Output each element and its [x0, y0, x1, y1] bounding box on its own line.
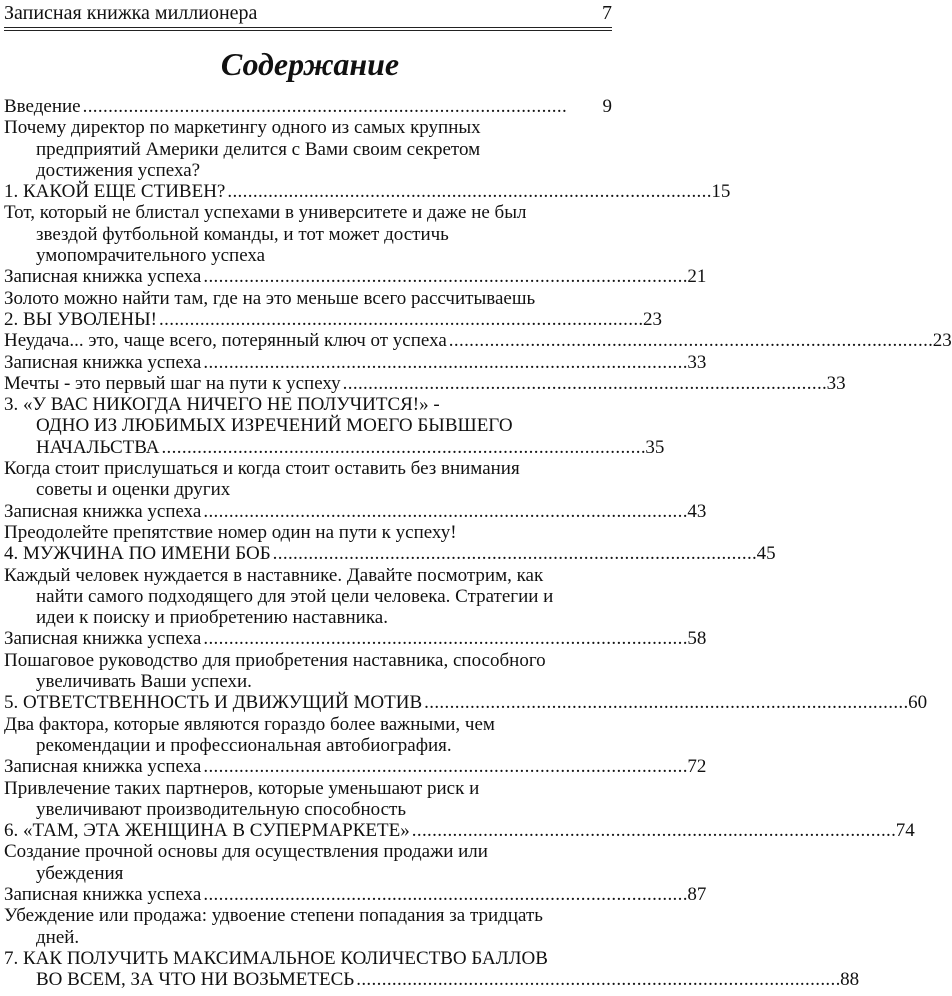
toc-entry-text: Введение: [4, 96, 81, 117]
toc-entry-line: [4, 436, 665, 458]
toc-entry-line: [4, 543, 776, 565]
toc-entry-line: [4, 245, 612, 266]
toc-entry-line: [4, 458, 612, 479]
toc-entry: [4, 628, 707, 650]
dot-leader: [227, 181, 709, 202]
toc-entry-line: [4, 586, 612, 607]
dot-leader: [83, 96, 601, 117]
dot-leader: [356, 969, 838, 990]
header-rule: [4, 27, 612, 31]
toc-entry-line: [4, 117, 612, 138]
toc-entry-line: [4, 330, 952, 352]
toc-entry-line: [4, 692, 928, 714]
toc-page-number: 23: [932, 330, 952, 352]
toc-entry-text: Записная книжка успеха: [4, 500, 202, 522]
toc-entry-line: [4, 927, 612, 948]
toc-entry-text: Преодолейте препятствие номер один на пути к успеху!: [4, 521, 457, 543]
dot-leader: [203, 884, 685, 905]
toc-entry-text: Создание прочной основы для осуществления продажи или: [4, 841, 488, 863]
toc-entry-line: [4, 905, 612, 926]
toc-entry-line: [4, 308, 662, 330]
toc-entry-text: Когда стоит прислушаться и когда стоит оставить без внимания: [4, 458, 520, 480]
toc-entry: [4, 266, 707, 288]
toc-page-number: 45: [756, 543, 776, 565]
toc-entry-line: [4, 969, 860, 991]
toc-page-number: 87: [687, 883, 707, 905]
toc-entry-text: дней.: [36, 926, 80, 948]
toc-entry: [4, 905, 612, 948]
toc-entry-line: [4, 96, 612, 117]
toc-entry: [4, 841, 612, 884]
toc-entry: [4, 820, 915, 842]
toc-entry: [4, 883, 707, 905]
toc-page-number: 33: [826, 372, 846, 394]
toc-entry-text: 1. КАКОЙ ЕЩЕ СТИВЕН?: [4, 181, 226, 203]
toc-entry: [4, 117, 612, 181]
toc-entry-text: увеличивают производительную способность: [36, 798, 406, 820]
toc-entry-line: [4, 202, 612, 223]
toc-entry-line: [4, 224, 612, 245]
toc-entry-line: [4, 778, 612, 799]
toc-entry: [4, 394, 665, 458]
toc-page-number: 60: [908, 692, 928, 714]
toc-entry-line: [4, 841, 612, 862]
toc-page-number: 33: [687, 351, 707, 373]
toc-entry-text: 5. ОТВЕТСТВЕННОСТЬ И ДВИЖУЩИЙ МОТИВ: [4, 692, 423, 714]
toc-entry-text: ВО ВСЕМ, ЗА ЧТО НИ ВОЗЬМЕТЕСЬ: [36, 969, 355, 991]
toc-entry-text: 6. «ТАМ, ЭТА ЖЕНЩИНА В СУПЕРМАРКЕТЕ»: [4, 820, 410, 842]
toc-entry: [4, 650, 612, 693]
toc-page-number: 15: [711, 181, 731, 203]
toc-entry: [4, 778, 612, 821]
toc-entry-line: [4, 415, 612, 436]
page-number: 7: [602, 2, 612, 24]
toc-entry-line: [4, 671, 612, 692]
toc-entry: [4, 692, 928, 714]
toc-entry-text: Два фактора, которые являются гораздо более важными, чем: [4, 713, 495, 735]
dot-leader: [203, 628, 685, 649]
toc-entry-text: рекомендации и профессиональная автобиография.: [36, 734, 452, 756]
dot-leader: [343, 373, 825, 394]
toc-entry: [4, 96, 612, 117]
dot-leader: [159, 309, 641, 330]
toc-page-number: 35: [645, 436, 665, 458]
dot-leader: [424, 692, 906, 713]
toc-entry-line: [4, 394, 612, 415]
toc-entry-text: Пошаговое руководство для приобретения наставника, способного: [4, 649, 546, 671]
toc-entry-text: Привлечение таких партнеров, которые уменьшают риск и: [4, 777, 480, 799]
dot-leader: [203, 756, 685, 777]
toc-entry: [4, 181, 731, 203]
toc-entry-text: Почему директор по маркетингу одного из самых крупных: [4, 117, 481, 139]
toc-entry: [4, 522, 612, 543]
toc-entry-line: [4, 565, 612, 586]
toc-entry-text: Записная книжка успеха: [4, 628, 202, 650]
toc-entry-line: [4, 139, 612, 160]
toc-entry: [4, 308, 662, 330]
toc-entry-line: [4, 479, 612, 500]
toc-page-number: 43: [687, 500, 707, 522]
toc-entry: [4, 202, 612, 266]
toc-entry-text: найти самого подходящего для этой цели человека. Стратегии и: [36, 585, 554, 607]
toc-entry-line: [4, 288, 612, 309]
toc-page-number: 9: [602, 96, 612, 117]
toc-entry-line: [4, 799, 612, 820]
toc-entry-text: Убеждение или продажа: удвоение степени попадания за тридцать: [4, 905, 543, 927]
toc-entry-text: Записная книжка успеха: [4, 883, 202, 905]
toc-entry-text: Записная книжка успеха: [4, 266, 202, 288]
toc-entry-line: [4, 522, 612, 543]
toc-entry-text: умопомрачительного успеха: [36, 245, 266, 267]
book-title: Записная книжка миллионера: [4, 2, 258, 24]
toc-entry: [4, 500, 707, 522]
table-of-contents: [4, 96, 952, 991]
dot-leader: [449, 330, 931, 351]
toc-entry: [4, 458, 612, 501]
toc-entry: [4, 714, 612, 757]
toc-page-number: 72: [687, 756, 707, 778]
toc-entry: [4, 351, 707, 373]
toc-entry-line: [4, 181, 731, 203]
toc-entry-line: [4, 160, 612, 181]
toc-entry-line: [4, 607, 612, 628]
toc-entry-line: [4, 863, 612, 884]
toc-entry-text: советы и оценки других: [36, 479, 231, 501]
toc-entry-line: [4, 372, 846, 394]
toc-entry-text: Записная книжка успеха: [4, 756, 202, 778]
toc-entry-text: достижения успеха?: [36, 159, 201, 181]
toc-page-number: 88: [840, 969, 860, 991]
toc-entry-line: [4, 883, 707, 905]
dot-leader: [161, 437, 643, 458]
dot-leader: [203, 266, 685, 287]
toc-entry-text: увеличивать Ваши успехи.: [36, 671, 252, 693]
toc-entry-line: [4, 735, 612, 756]
toc-entry: [4, 543, 776, 565]
toc-entry-text: НАЧАЛЬСТВА: [36, 436, 160, 458]
toc-entry-line: [4, 820, 915, 842]
toc-page-number: 23: [642, 308, 662, 330]
toc-entry-text: Тот, который не блистал успехами в университете и даже не был: [4, 202, 527, 224]
toc-entry-text: предприятий Америки делится с Вами своим секретом: [36, 138, 481, 160]
toc-entry-line: [4, 650, 612, 671]
toc-entry: [4, 756, 707, 778]
toc-entry-text: 2. ВЫ УВОЛЕНЫ!: [4, 308, 158, 330]
toc-entry-text: 3. «У ВАС НИКОГДА НИЧЕГО НЕ ПОЛУЧИТСЯ!» -: [4, 394, 440, 416]
toc-entry-text: Золото можно найти там, где на это меньше всего рассчитываешь: [4, 287, 536, 309]
toc-entry-line: [4, 351, 707, 373]
toc-entry: [4, 372, 846, 394]
toc-entry-text: 4. МУЖЧИНА ПО ИМЕНИ БОБ: [4, 543, 271, 565]
toc-entry-text: звездой футбольной команды, и тот может достичь: [36, 223, 449, 245]
toc-page-number: 58: [687, 628, 707, 650]
toc-page-number: 21: [687, 266, 707, 288]
toc-entry-line: [4, 628, 707, 650]
toc-entry-line: [4, 266, 707, 288]
toc-entry: [4, 565, 612, 629]
toc-entry-text: 7. КАК ПОЛУЧИТЬ МАКСИМАЛЬНОЕ КОЛИЧЕСТВО БАЛЛОВ: [4, 947, 548, 969]
toc-entry-text: Мечты - это первый шаг на пути к успеху: [4, 372, 341, 394]
dot-leader: [412, 820, 894, 841]
toc-entry: [4, 330, 952, 352]
running-header: [4, 0, 612, 26]
toc-entry-line: [4, 500, 707, 522]
toc-heading: Содержание: [220, 46, 400, 82]
dot-leader: [203, 501, 685, 522]
toc-entry-text: ОДНО ИЗ ЛЮБИМЫХ ИЗРЕЧЕНИЙ МОЕГО БЫВШЕГО: [36, 415, 513, 437]
toc-entry-line: [4, 756, 707, 778]
toc-entry-line: [4, 714, 612, 735]
dot-leader: [203, 352, 685, 373]
toc-entry-text: Неудача... это, чаще всего, потерянный ключ от успеха: [4, 330, 447, 352]
toc-entry: [4, 947, 860, 991]
dot-leader: [273, 543, 755, 564]
toc-entry-line: [4, 948, 612, 969]
toc-entry: [4, 288, 612, 309]
toc-entry-text: идеи к поиску и приобретению наставника.: [36, 607, 388, 629]
toc-entry-text: Каждый человек нуждается в наставнике. Давайте посмотрим, как: [4, 564, 544, 586]
toc-page-number: 74: [895, 820, 915, 842]
toc-entry-text: убеждения: [36, 862, 124, 884]
toc-entry-text: Записная книжка успеха: [4, 351, 202, 373]
